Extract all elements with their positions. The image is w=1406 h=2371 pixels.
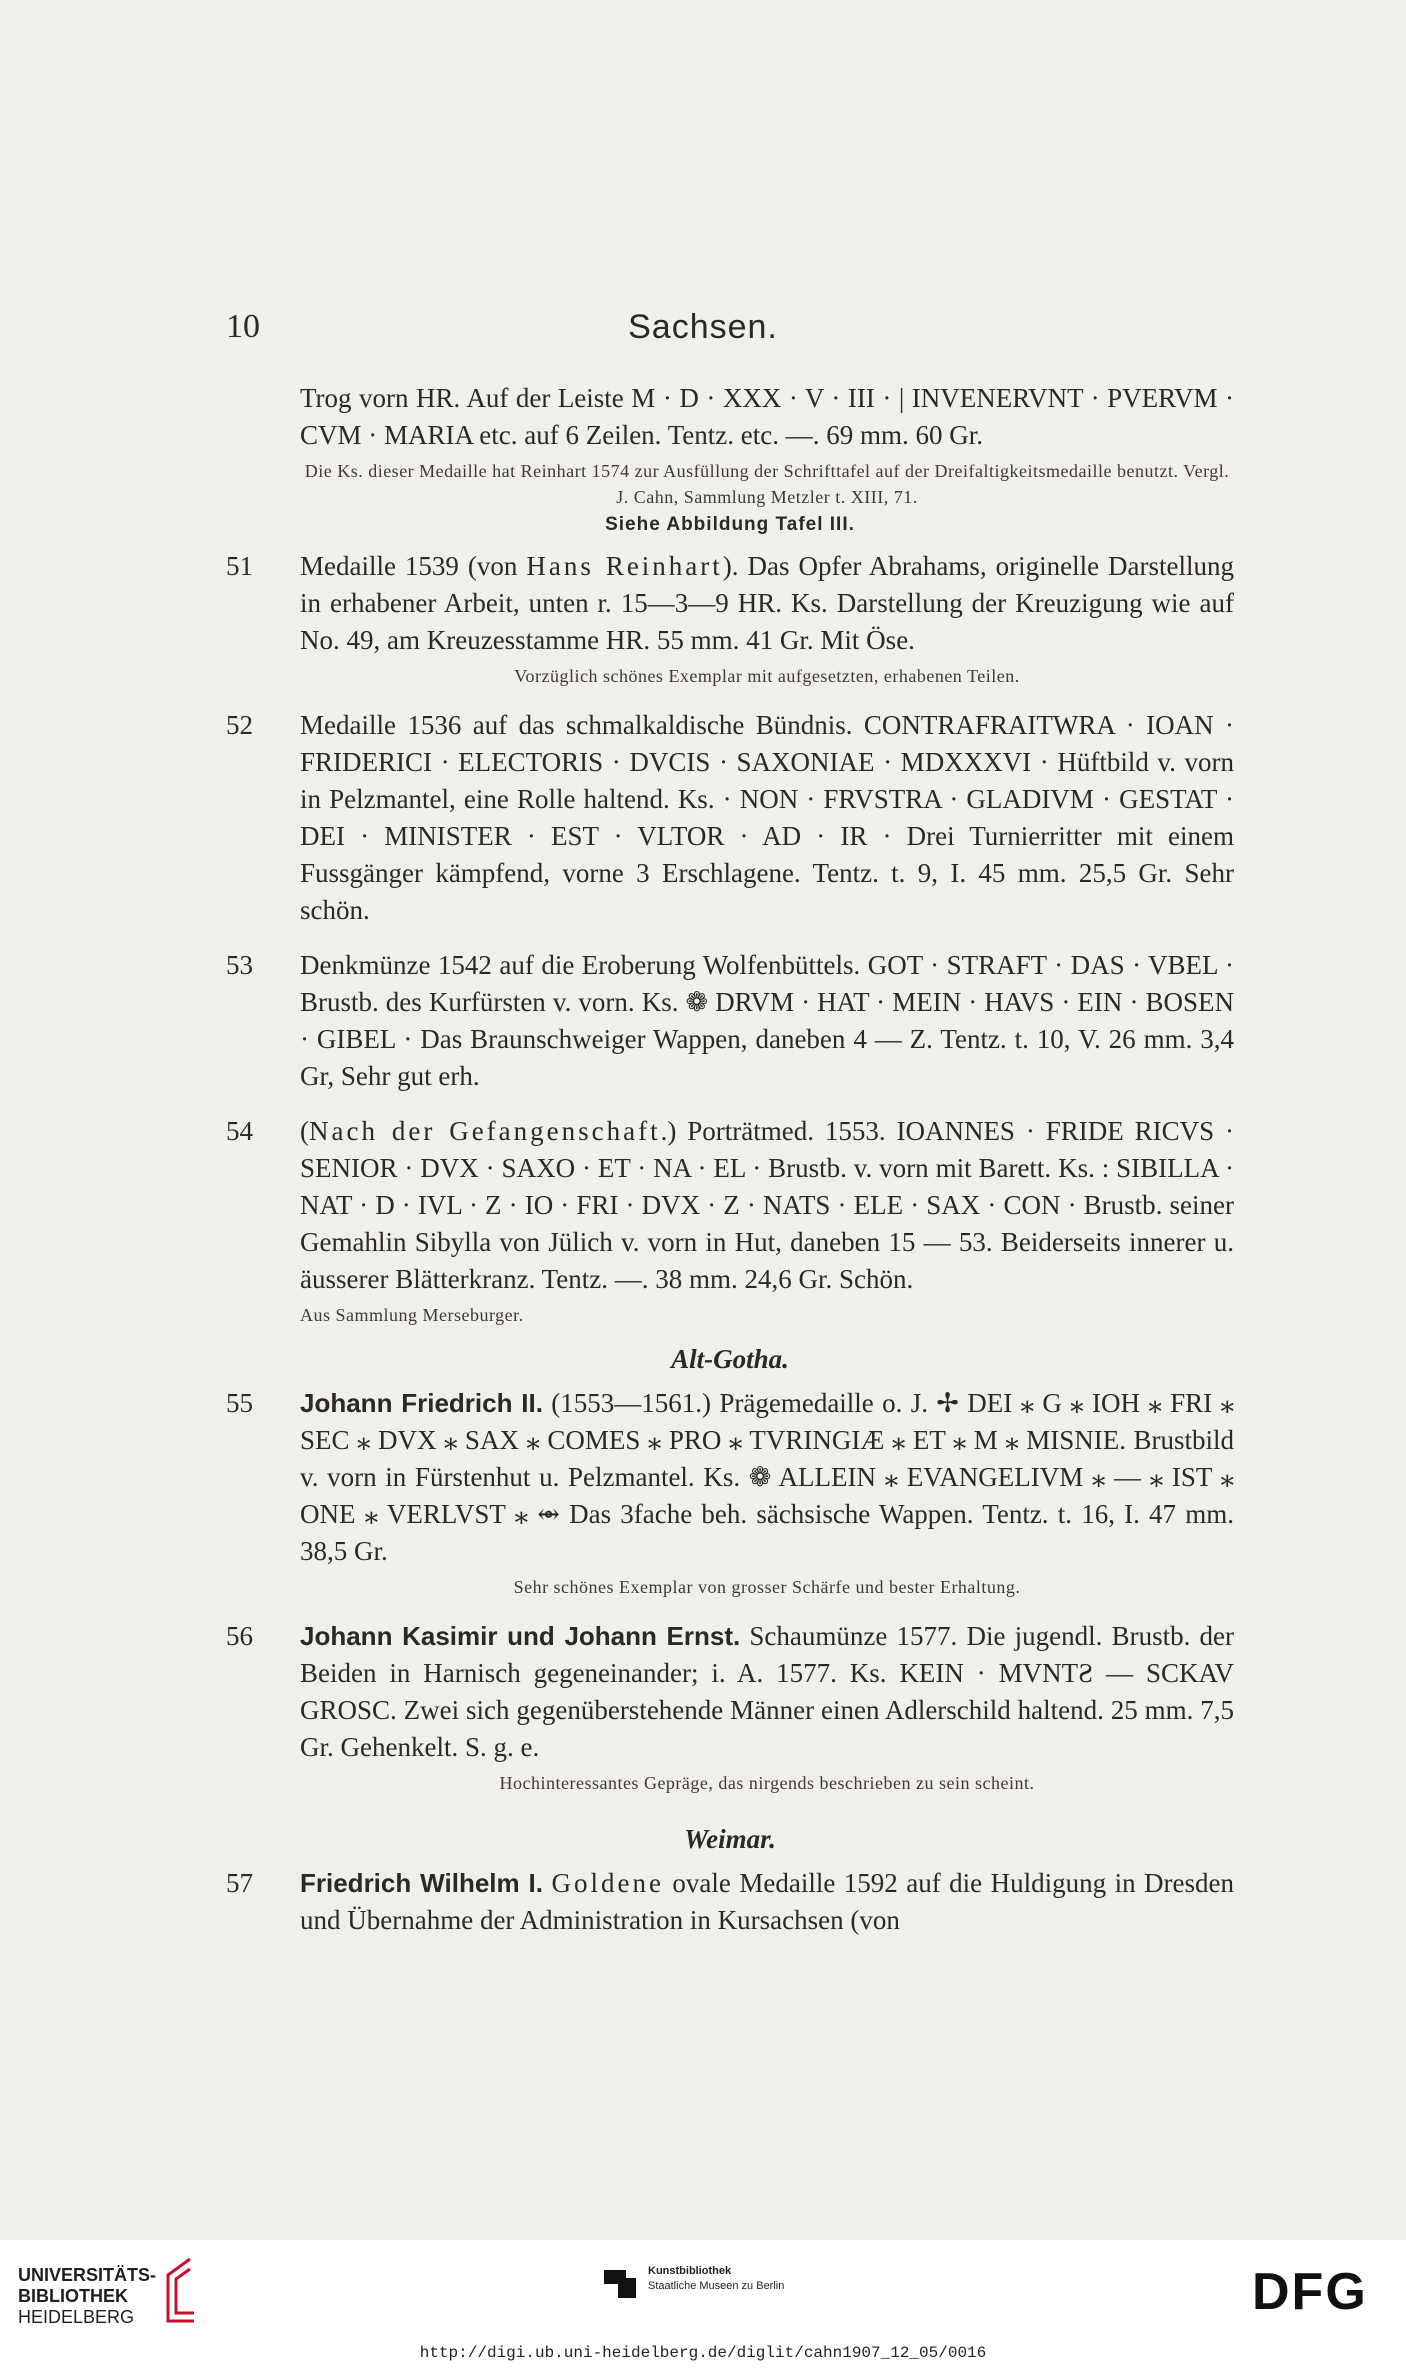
kb-title: Kunstbibliothek	[648, 2265, 732, 2277]
ub-heidelberg-logo-icon	[160, 2255, 200, 2325]
entry-note: Sehr schönes Exemplar von grosser Schärfe und bester Erhaltung.	[513, 1577, 1021, 1597]
kunstbibliothek-logo-icon	[602, 2264, 638, 2300]
university-library-label	[18, 2265, 156, 2328]
ruler-name: Johann Friedrich II.	[300, 1388, 543, 1418]
entry-text: ). Das Opfer Abrahams, originelle Darstellung in erhabener Arbeit, unten r. 15—3—9 HR. Ks. Darstellung der Kreuzigung wie auf No. 49, am Kreuzesstamme HR. 55 mm. 41 Gr. Mit Öse.	[300, 551, 1234, 655]
entry-number: 55	[226, 1388, 253, 1418]
section-heading-weimar: Weimar.	[684, 1824, 776, 1854]
entry-text: ovale Medaille 1592 auf die Huldigung in Dresden und Übernahme der Administration in Kursachsen (von	[300, 1868, 1234, 1935]
entry-number: 52	[226, 710, 253, 740]
entry-number: 54	[226, 1116, 253, 1146]
entry-text: Schaumünze 1577. Die jugendl. Brustb. der Beiden in Harnisch gegeneinander; i. A. 1577. Ks. KEIN · MVNTƧ — SCKAV GROSC. Zwei sich gegenüberstehende Männer einen Adlerschild haltend. 25 mm. 7,5 Gr. Gehenkelt. S. g. e.	[300, 1621, 1234, 1762]
catalog-entry-52	[226, 707, 1234, 929]
catalog-entry-51	[226, 548, 1234, 659]
dfg-logo: DFG	[1252, 2263, 1368, 2321]
entry-note: Vorzüglich schönes Exemplar mit aufgesetzten, erhabenen Teilen.	[514, 666, 1020, 686]
permalink-url[interactable]: http://digi.ub.uni-heidelberg.de/diglit/cahn1907_12_05/0016	[419, 2344, 987, 2362]
page-number: 10	[226, 308, 260, 345]
entry-note: Hochinteressantes Gepräge, das nirgends beschrieben zu sein scheint.	[499, 1773, 1035, 1793]
material-spaced: Goldene	[551, 1868, 664, 1898]
kb-subtitle: Staatliche Museen zu Berlin	[648, 2280, 785, 2292]
entry-text: Denkmünze 1542 auf die Eroberung Wolfenbüttels. GOT · STRAFT · DAS · VBEL · Brustb. des Kurfürsten v. vorn. Ks. ❁ DRVM · HAT · MEIN · HAVS · EIN · BOSEN · GIBEL · Das Braunschweiger Wappen, daneben 4 — Z. Tentz. t. 10, V. 26 mm. 3,4 Gr, Sehr gut erh.	[300, 950, 1234, 1091]
catalog-entry-57	[226, 1865, 1234, 1939]
entry-text: .) Porträtmed. 1553. IOANNES · FRIDE RICVS · SENIOR · DVX · SAXO · ET · NA · EL · Brustb. v. vorn mit Barett. Ks. : SIBILLA · NAT · D · IVL · Z · IO · FRI · DVX · Z · NATS · ELE · SAX · CON · Brustb. seiner Gemahlin Sibylla von Jülich v. vorn in Hut, daneben 15 — 53. Beiderseits innerer u. äusserer Blätterkranz. Tentz. —. 38 mm. 24,6 Gr. Schön.	[300, 1116, 1234, 1294]
entry-text: (1553—1561.) Prägemedaille o. J. ✢ DEI ⁎ G ⁎ IOH ⁎ FRI ⁎ SEC ⁎ DVX ⁎ SAX ⁎ COMES ⁎ PRO ⁎ TVRINGIÆ ⁎ ET ⁎ M ⁎ MISNIE. Brustbild v. vorn in Fürstenhut u. Pelzmantel. Ks. ❁ ALLEIN ⁎ EVANGELIVM ⁎ — ⁎ IST ⁎ ONE ⁎ VERLVST ⁎ ⥈ Das 3fache beh. sächsische Wappen. Tentz. t. 16, I. 47 mm. 38,5 Gr.	[300, 1388, 1234, 1566]
event-title: Nach der Gefangenschaft	[309, 1116, 661, 1146]
artist-name: Hans Reinhart	[526, 551, 723, 581]
running-head: Sachsen.	[628, 308, 778, 346]
continuation-text: Trog vorn HR. Auf der Leiste M · D · XXX · V · III · | INVENERVNT · PVERVM · CVM · MARIA etc. auf 6 Zeilen. Tentz. etc. —. 69 mm. 60 Gr.	[300, 383, 1234, 450]
entry-number: 51	[226, 551, 253, 581]
catalog-entry-54	[226, 1113, 1234, 1298]
catalog-entry-53	[226, 947, 1234, 1095]
catalog-entry-55	[226, 1385, 1234, 1570]
kunstbibliothek-label	[648, 2264, 784, 2294]
entry-number: 56	[226, 1621, 253, 1651]
library-line: UNIVERSITÄTS-	[18, 2265, 157, 2285]
library-line: BIBLIOTHEK	[18, 2286, 128, 2306]
plate-reference: Siehe Abbildung Tafel III.	[605, 514, 855, 535]
text-column	[226, 380, 1234, 1939]
entry-note: Aus Sammlung Merseburger.	[300, 1305, 524, 1325]
catalog-entry-56	[226, 1618, 1234, 1766]
entry-text: Medaille 1536 auf das schmalkaldische Bündnis. CONTRAFRAITWRA · IOAN · FRIDERICI · ELECTORIS · DVCIS · SAXONIAE · MDXXXVI · Hüftbild v. vorn in Pelzmantel, eine Rolle haltend. Ks. · NON · FRVSTRA · GLADIVM · GESTAT · DEI · MINISTER · EST · VLTOR · AD · IR · Drei Turnierritter mit einem Fussgänger kämpfend, vorne 3 Erschlagene. Tentz. t. 9, I. 45 mm. 25,5 Gr. Sehr schön.	[300, 710, 1234, 925]
entry-number: 57	[226, 1868, 253, 1898]
ruler-name: Johann Kasimir und Johann Ernst.	[300, 1621, 741, 1651]
entry-text: (	[300, 1116, 309, 1146]
entry-text: Medaille 1539 (von	[300, 551, 527, 581]
entry-number: 53	[226, 950, 253, 980]
library-line: HEIDELBERG	[18, 2307, 135, 2327]
continuation-note: Die Ks. dieser Medaille hat Reinhart 1574 zur Ausfüllung der Schrifttafel auf der Dreifaltigkeitsmedaille benutzt. Vergl. J. Cahn, Sammlung Metzler t. XIII, 71.	[304, 461, 1230, 507]
section-heading-gotha: Alt-Gotha.	[671, 1344, 789, 1374]
ruler-name: Friedrich Wilhelm I.	[300, 1868, 544, 1898]
